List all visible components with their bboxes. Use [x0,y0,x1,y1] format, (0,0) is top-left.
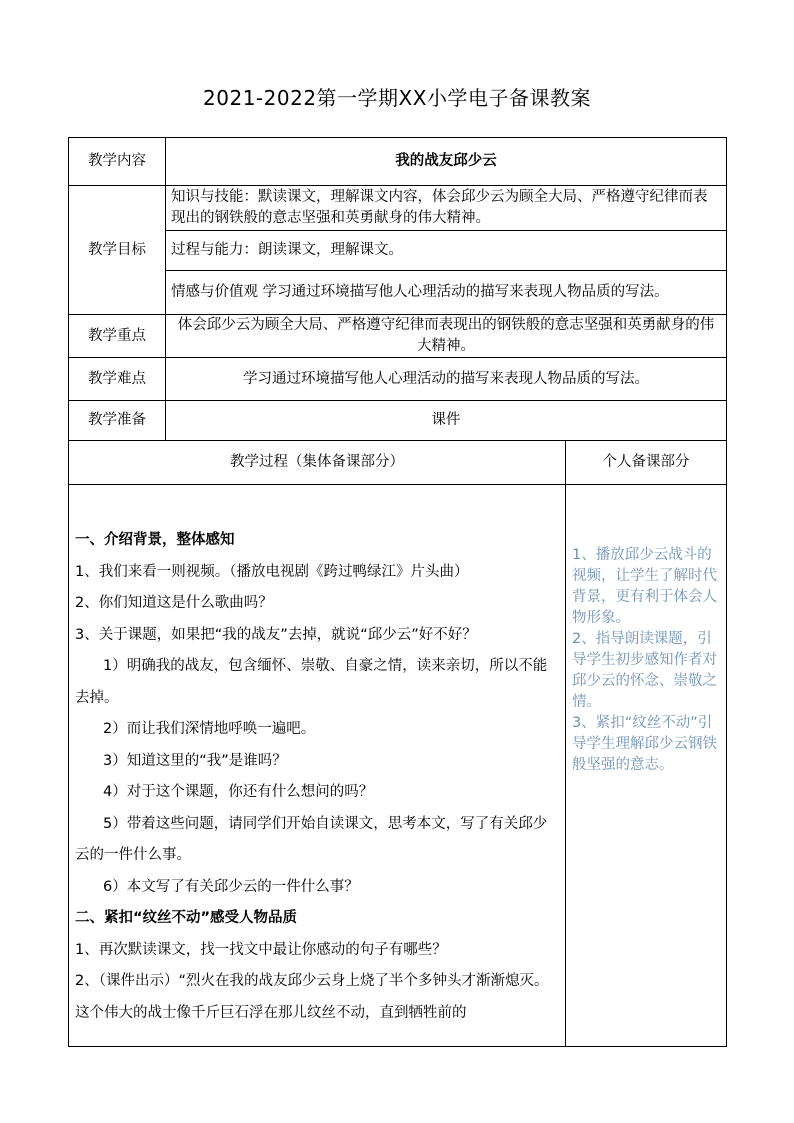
goal-1: 知识与技能：默读课文，理解课文内容，体会邱少云为顾全大局、严格遵守纪律而表现出的钢铁般的意志坚强和英勇献身的伟大精神。 [166,186,727,231]
difficulty-value: 学习通过环境描写他人心理活动的描写来表现人物品质的写法。 [166,358,727,401]
section-heading-1: 一、介绍背景，整体感知 [75,532,235,548]
process-line: 2）而让我们深情地呼唤一遍吧。 [103,721,316,737]
process-line: 6）本文写了有关邱少云的一件什么事？ [103,878,359,895]
row-body [69,485,727,1047]
goal-2: 过程与能力：朗读课文，理解课文。 [166,231,727,271]
row-goal-2 [69,231,727,271]
process-cell [69,485,566,1047]
prep-value: 课件 [166,401,727,441]
process-line: 5）带着这些问题，请同学们开始自读课文，思考本文，写了有关邱少云的一件什么事。 [75,815,548,863]
personal-note-2: 2、指导朗读课题，引导学生初步感知作者对邱少云的怀念、崇敬之情。 [572,631,717,710]
personal-cell [566,485,727,1047]
personal-header: 个人备课部分 [566,441,727,485]
process-header: 教学过程（集体备课部分） [69,441,566,485]
prep-label: 教学准备 [69,401,166,441]
process-line: 1）明确我的战友，包含缅怀、崇敬、自豪之情，读来亲切，所以不能去掉。 [75,658,548,706]
process-line: 3、关于课题，如果把“我的战友”去掉，就说“邱少云”好不好？ [75,626,477,643]
process-line: 2、你们知道这是什么歌曲吗？ [75,595,273,611]
process-line: 1、我们来看一则视频。（播放电视剧《跨过鸭绿江》片头曲） [75,563,469,580]
row-content [69,138,727,186]
personal-note-3: 3、紧扣“纹丝不动”引导学生理解邱少云钢铁般坚强的意志。 [572,715,717,773]
key-value: 体会邱少云为顾全大局、严格遵守纪律而表现出的钢铁般的意志坚强和英勇献身的伟大精神。 [166,315,727,358]
content-label: 教学内容 [69,138,166,186]
process-line: 3）知道这里的“我”是谁吗？ [103,752,287,769]
row-section-headers [69,441,727,485]
row-goal-1 [69,186,727,231]
row-prep [69,401,727,441]
row-difficulty [69,358,727,401]
difficulty-label: 教学难点 [69,358,166,401]
process-line: 1、再次默读课文，找一找文中最让你感动的句子有哪些？ [75,941,447,958]
goals-label: 教学目标 [69,186,166,315]
process-line: 2、（课件出示）“烈火在我的战友邱少云身上烧了半个多钟头才渐渐熄灭。这个伟大的战士像千斤巨石浮在那儿纹丝不动，直到牺牲前的 [75,973,549,1021]
row-goal-3 [69,271,727,315]
section-heading-2: 二、紧扣“纹丝不动”感受人物品质 [75,910,298,926]
content-value: 我的战友邱少云 [166,138,727,186]
lesson-plan-table [68,137,727,1047]
process-line: 4）对于这个课题，你还有什么想问的吗？ [103,784,374,800]
key-label: 教学重点 [69,315,166,358]
page-title: 2021-2022第一学期XX小学电子备课教案 [203,86,591,110]
goal-3: 情感与价值观 学习通过环境描写他人心理活动的描写来表现人物品质的写法。 [166,271,727,315]
personal-note-1: 1、播放邱少云战斗的视频，让学生了解时代背景，更有利于体会人物形象。 [572,547,717,626]
row-key [69,315,727,358]
